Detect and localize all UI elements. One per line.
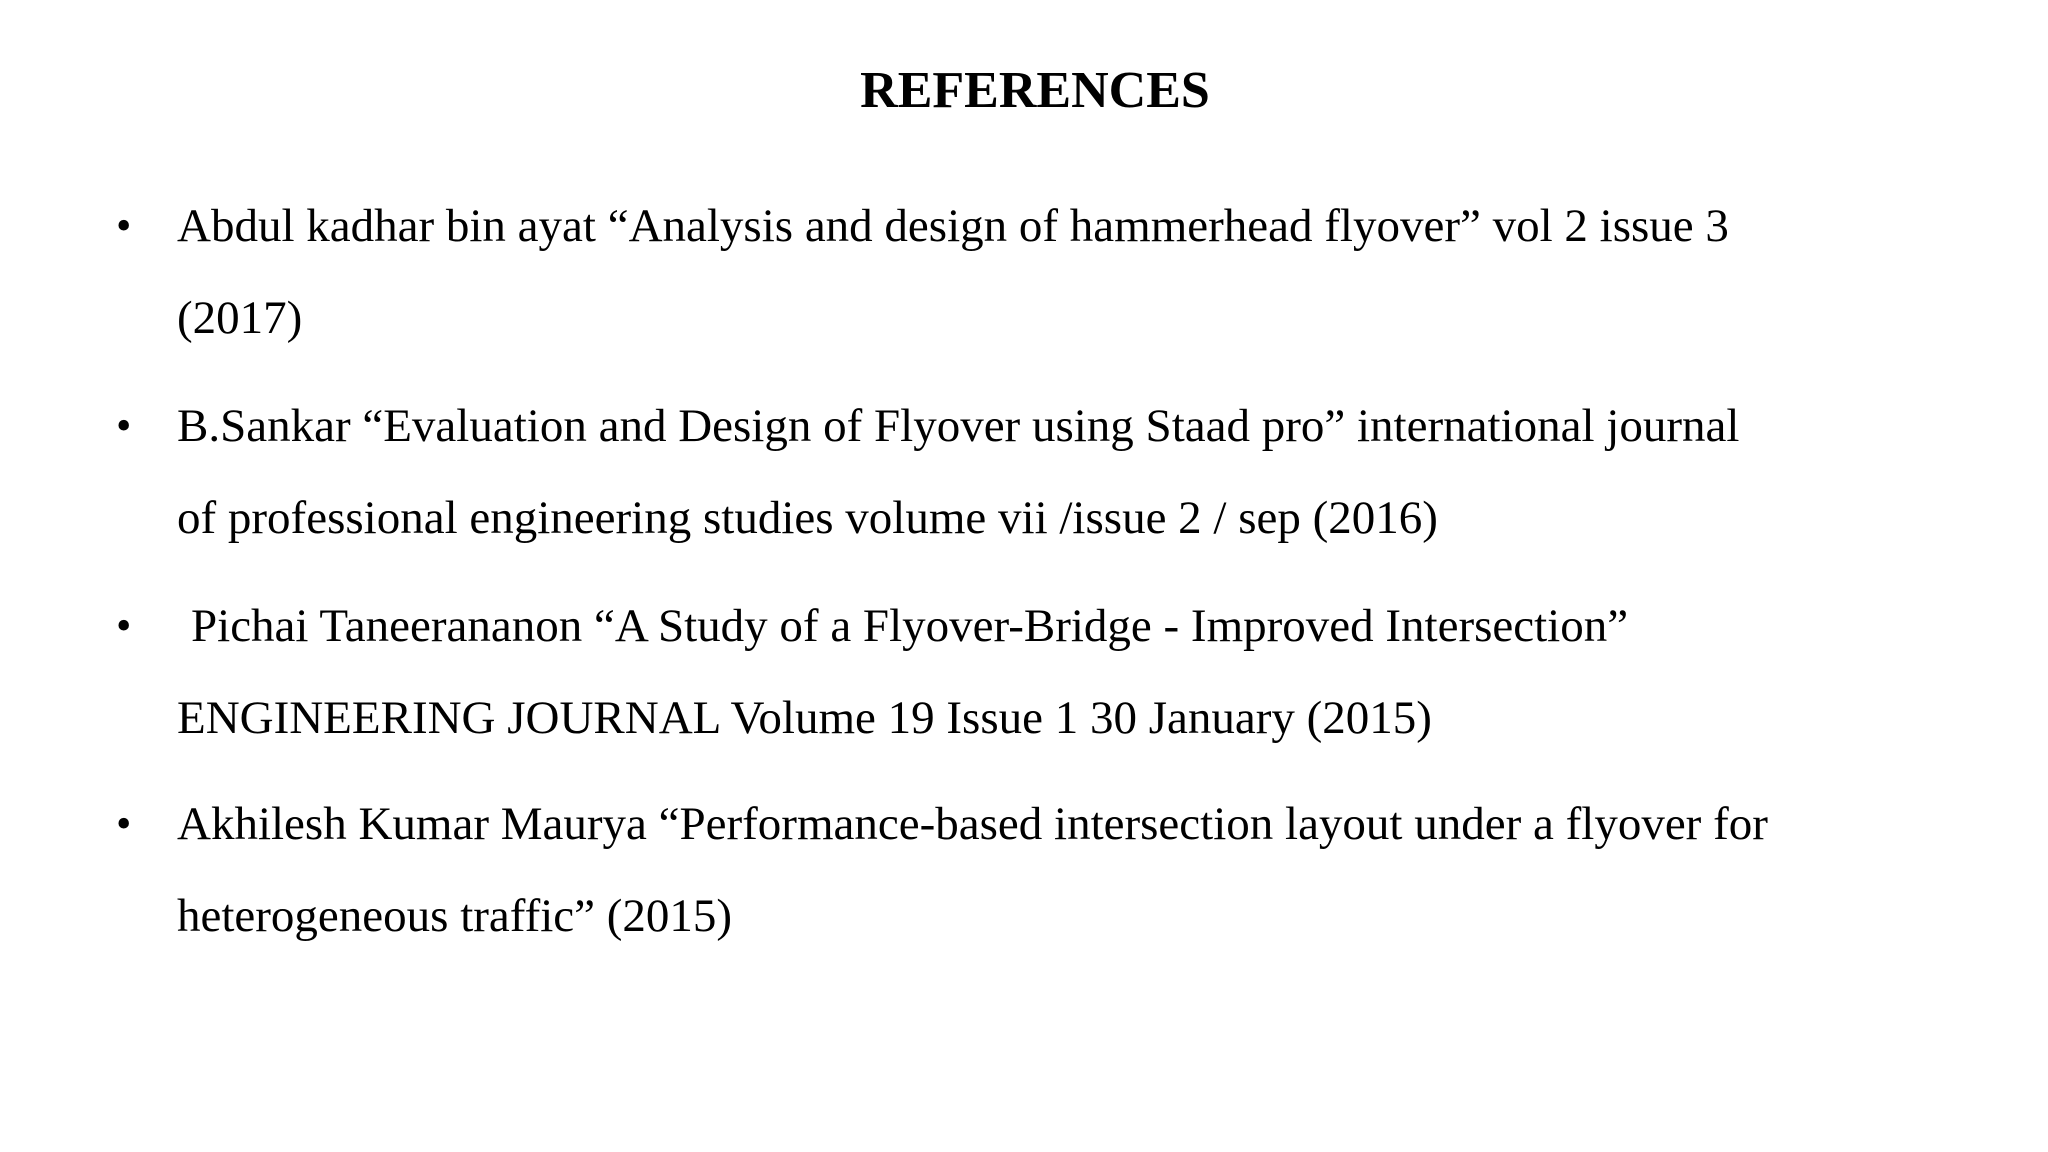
page-title: REFERENCES bbox=[860, 62, 1210, 119]
bullet-icon: • bbox=[116, 601, 132, 650]
reference-line: Akhilesh Kumar Maurya “Performance-based intersection layout under a flyover for bbox=[177, 798, 1768, 850]
bullet-icon: • bbox=[116, 799, 132, 848]
reference-line: heterogeneous traffic” (2015) bbox=[177, 890, 733, 942]
reference-line: Abdul kadhar bin ayat “Analysis and design of hammerhead flyover” vol 2 issue 3 bbox=[177, 200, 1729, 252]
bullet-icon: • bbox=[116, 401, 132, 450]
reference-text bbox=[177, 180, 1957, 364]
reference-line: ENGINEERING JOURNAL Volume 19 Issue 1 30 January (2015) bbox=[177, 692, 1432, 744]
reference-line: (2017) bbox=[177, 292, 303, 344]
reference-line: B.Sankar “Evaluation and Design of Flyover using Staad pro” international journal bbox=[177, 400, 1740, 452]
bullet-icon: • bbox=[116, 201, 132, 250]
reference-text bbox=[177, 380, 1957, 564]
reference-text bbox=[177, 778, 1957, 962]
reference-text bbox=[177, 580, 1957, 764]
reference-line: of professional engineering studies volume vii /issue 2 / sep (2016) bbox=[177, 492, 1438, 544]
reference-line: Pichai Taneerananon “A Study of a Flyover-Bridge - Improved Intersection” bbox=[191, 600, 1629, 652]
